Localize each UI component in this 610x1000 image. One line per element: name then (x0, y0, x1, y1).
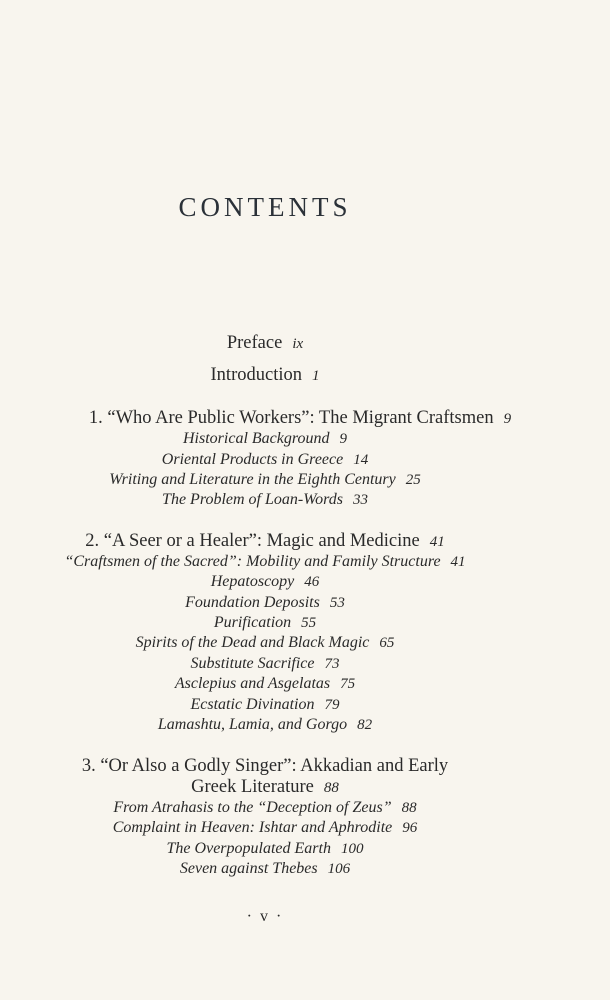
section-page: 75 (340, 676, 356, 692)
section-page: 53 (329, 595, 345, 611)
section-page: 14 (353, 452, 369, 468)
section-title: From Atrahasis to the “Deception of Zeus” (113, 799, 392, 816)
section-entry (0, 696, 530, 714)
section-page: 82 (357, 717, 373, 733)
section-entry (0, 716, 530, 734)
toc-entry-introduction (0, 365, 530, 386)
page-number: · v · (246, 908, 284, 925)
section-title: Seven against Thebes (179, 860, 318, 877)
chapter-title: 1. “Who Are Public Workers”: The Migrant Craftsmen (88, 408, 494, 428)
section-title: The Problem of Loan-Words (162, 491, 343, 508)
section-entry (0, 819, 530, 837)
section-entry (0, 430, 530, 448)
section-page: 41 (450, 554, 466, 570)
section-title: Complaint in Heaven: Ishtar and Aphrodite (112, 819, 393, 836)
section-entry (0, 840, 530, 858)
chapter-title-continued: Greek Literature (191, 777, 314, 797)
section-entry (0, 573, 530, 591)
section-title: Writing and Literature in the Eighth Century (109, 471, 396, 488)
section-entry (0, 799, 530, 817)
entry-page: ix (292, 336, 304, 352)
section-page: 25 (405, 472, 421, 488)
chapter-title: 3. “Or Also a Godly Singer”: Akkadian and Early (81, 756, 449, 776)
section-entry (0, 675, 530, 693)
section-title: Historical Background (183, 430, 330, 447)
section-page: 106 (327, 861, 351, 877)
section-entry (0, 553, 530, 571)
section-title: Hepatoscopy (210, 573, 295, 590)
chapter-page: 41 (429, 534, 445, 550)
section-title: Substitute Sacrifice (190, 655, 315, 672)
section-page: 96 (402, 820, 418, 836)
section-title: Purification (213, 614, 292, 631)
section-page: 79 (324, 697, 340, 713)
section-page: 46 (304, 574, 320, 590)
toc-entry-preface (0, 333, 530, 354)
section-entry (0, 451, 530, 469)
section-title: Oriental Products in Greece (161, 451, 344, 468)
section-page: 55 (301, 615, 317, 631)
section-page: 100 (340, 841, 364, 857)
section-page: 73 (324, 656, 340, 672)
chapter-3-heading (0, 756, 530, 777)
chapter-page: 9 (503, 411, 512, 427)
entry-title: Introduction (210, 365, 302, 385)
section-title: Ecstatic Divination (190, 696, 315, 713)
section-title: “Craftsmen of the Sacred”: Mobility and Family Structure (64, 553, 441, 570)
section-entry (0, 594, 530, 612)
entry-page: 1 (311, 368, 320, 384)
section-page: 33 (352, 492, 368, 508)
section-page: 65 (379, 635, 395, 651)
chapter-3-heading-continued (0, 777, 530, 798)
chapter-page: 88 (323, 780, 339, 796)
chapter-1-heading (0, 408, 600, 429)
section-page: 88 (401, 800, 417, 816)
section-entry (0, 655, 530, 673)
section-entry (0, 860, 530, 878)
section-entry (0, 471, 530, 489)
entry-title: Preface (226, 333, 283, 353)
page-title: CONTENTS (178, 192, 352, 222)
section-title: Lamashtu, Lamia, and Gorgo (157, 716, 348, 733)
section-entry (0, 491, 530, 509)
section-title: Asclepius and Asgelatas (174, 675, 331, 692)
section-title: Foundation Deposits (185, 594, 320, 611)
chapter-title: 2. “A Seer or a Healer”: Magic and Medicine (85, 531, 420, 551)
section-entry (0, 614, 530, 632)
section-page: 9 (339, 431, 347, 447)
chapter-2-heading (0, 531, 530, 552)
section-entry (0, 634, 530, 652)
section-title: Spirits of the Dead and Black Magic (135, 634, 370, 651)
section-title: The Overpopulated Earth (166, 840, 331, 857)
